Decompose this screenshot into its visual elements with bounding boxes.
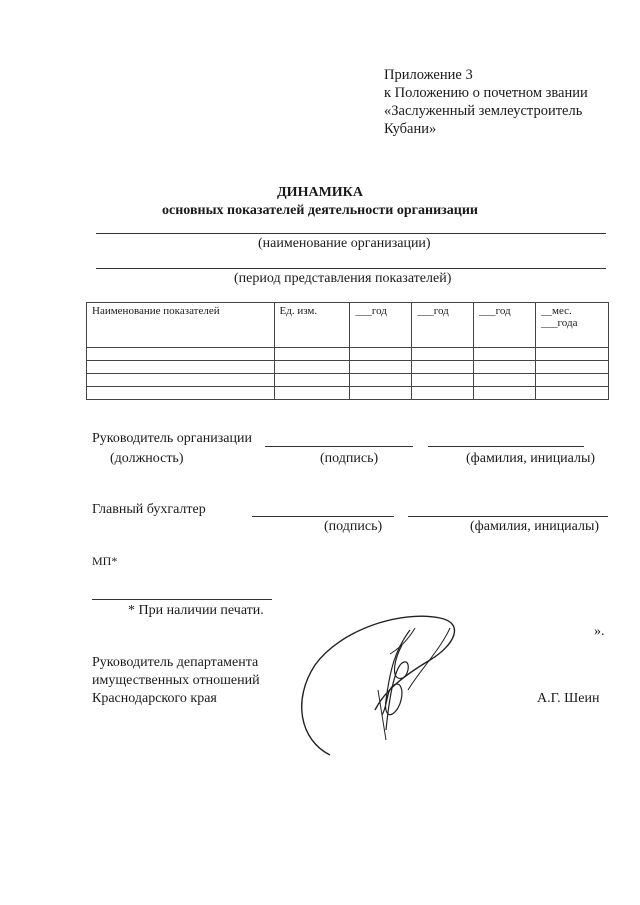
header-year-2: ___год [412,303,474,348]
annex-line-3: «Заслуженный землеустроитель [384,103,583,119]
table-row [87,361,609,374]
header-year-3: ___год [474,303,536,348]
approver-line-3: Краснодарского края [92,691,217,706]
annex-block [384,66,588,138]
footnote: * При наличии печати. [128,603,264,618]
table-row [87,348,609,361]
accountant-name-line [408,516,608,517]
header-year-1: ___год [350,303,412,348]
org-name-line [96,233,606,234]
approver-line-1: Руководитель департамента [92,655,259,670]
org-name-caption: (наименование организации) [258,236,431,251]
annex-line-1: Приложение 3 [384,67,473,83]
handwritten-signature [290,590,470,760]
head-name-line [428,446,584,447]
accountant-label: Главный бухгалтер [92,502,206,517]
table-row [87,374,609,387]
accountant-name-caption: (фамилия, инициалы) [470,519,600,534]
stamp-label: МП* [92,554,118,568]
indicators-table [86,302,609,400]
table-header-row [87,303,609,348]
head-position-caption: (должность) [110,451,184,466]
accountant-sign-line [252,516,394,517]
period-line [96,268,606,269]
header-unit: Ед. изм. [274,303,350,348]
annex-line-4: Кубани» [384,121,437,137]
approver-line-2: имущественных отношений [92,673,260,688]
accountant-sign-caption: (подпись) [324,519,383,534]
head-sign-line [265,446,413,447]
head-name-caption: (фамилия, инициалы) [466,451,596,466]
table-row [87,387,609,400]
header-month: __мес. ___года [536,303,609,348]
document-title: ДИНАМИКА [277,185,363,200]
closing-quote: ». [594,624,605,639]
document-subtitle: основных показателей деятельности организации [162,203,478,218]
head-sign-caption: (подпись) [320,451,379,466]
head-label: Руководитель организации [92,431,252,446]
annex-line-2: к Положению о почетном звании [384,85,588,101]
footnote-separator [92,599,272,600]
header-indicator-name: Наименование показателей [87,303,275,348]
approver-name: А.Г. Шеин [537,691,600,706]
period-caption: (период представления показателей) [234,271,452,286]
